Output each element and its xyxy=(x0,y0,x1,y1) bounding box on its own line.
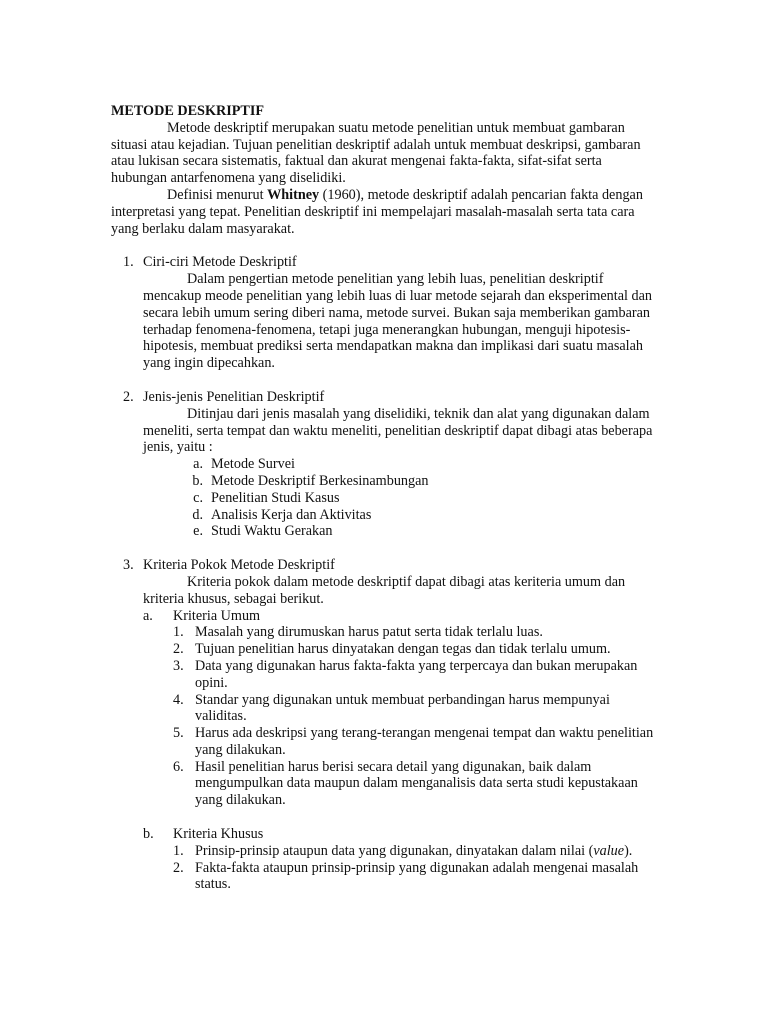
section-2-text: Ditinjau dari jenis masalah yang diselidiki, teknik dan alat yang digunakan dalam meneliti, serta tempat dan waktu meneliti, penelitian deskriptif dapat dibagi atas beberapa jenis, yaitu : xyxy=(143,405,653,456)
khusus-1-after: ). xyxy=(624,842,633,859)
section-3 xyxy=(111,557,656,893)
kriteria-umum xyxy=(143,608,656,810)
list-item-number: 1. xyxy=(173,842,184,859)
list-item xyxy=(143,490,656,507)
khusus-1-value-term: value xyxy=(593,842,625,859)
list-item-text: Harus ada deskripsi yang terang-terangan mengenai tempat dan waktu penelitian yang dilakukan. xyxy=(195,725,654,758)
list-item xyxy=(143,507,656,524)
list-item-text: Analisis Kerja dan Aktivitas xyxy=(211,506,372,523)
kriteria-umum-heading: Kriteria Umum xyxy=(173,607,261,624)
list-item-number: 2. xyxy=(173,641,184,658)
list-item xyxy=(173,624,656,641)
list-item-number: 3. xyxy=(173,657,184,674)
list-item-text: Fakta-fakta ataupun prinsip-prinsip yang digunakan adalah mengenai masalah status. xyxy=(195,859,639,893)
document-content xyxy=(111,103,656,893)
kriteria-khusus-label: b. xyxy=(143,826,154,843)
list-item-text: Data yang digunakan harus fakta-fakta yang terpercaya dan bukan merupakan opini. xyxy=(195,657,638,691)
list-item xyxy=(173,641,656,658)
intro-p2-after: (1960), metode deskriptif adalah pencarian fakta dengan interpretasi yang tepat. Penelitian deskriptif ini mempelajari masalah-masalah serta tata cara yang berlaku dalam masyarakat. xyxy=(111,186,643,237)
intro-paragraph-2 xyxy=(111,187,656,237)
list-item-text: Metode Deskriptif Berkesinambungan xyxy=(211,472,429,489)
jenis-list xyxy=(143,456,656,540)
section-3-body xyxy=(143,557,656,893)
page-title: METODE DESKRIPTIF xyxy=(111,103,265,119)
list-item-label: a. xyxy=(193,456,203,473)
kriteria-khusus-heading: Kriteria Khusus xyxy=(173,826,264,843)
section-1 xyxy=(111,254,656,372)
list-item xyxy=(173,843,656,860)
spacer xyxy=(143,809,656,826)
list-item-text: Metode Survei xyxy=(211,456,295,473)
section-1-number: 1. xyxy=(123,254,134,271)
list-item xyxy=(173,759,656,809)
list-item-text: Standar yang digunakan untuk membuat perbandingan harus mempunyai validitas. xyxy=(195,691,610,725)
list-item-number: 1. xyxy=(173,624,184,641)
section-2-heading: Jenis-jenis Penelitian Deskriptif xyxy=(143,388,325,405)
khusus-1-before: Prinsip-prinsip ataupun data yang digunakan, dinyatakan dalam nilai ( xyxy=(195,842,594,859)
list-item xyxy=(173,692,656,726)
list-item xyxy=(143,456,656,473)
list-item xyxy=(143,473,656,490)
list-item-label: e. xyxy=(193,523,203,540)
list-item-text: Penelitian Studi Kasus xyxy=(211,489,340,506)
section-1-body xyxy=(143,254,656,372)
list-item xyxy=(173,725,656,759)
section-3-heading: Kriteria Pokok Metode Deskriptif xyxy=(143,557,335,574)
list-item-number: 2. xyxy=(173,859,184,876)
list-item-label: b. xyxy=(192,472,203,489)
list-item-text: Tujuan penelitian harus dinyatakan dengan tegas dan tidak terlalu umum. xyxy=(195,641,611,658)
list-item-number: 6. xyxy=(173,758,184,775)
list-item-text: Masalah yang dirumuskan harus patut serta tidak terlalu luas. xyxy=(195,624,543,641)
whitney-name: Whitney xyxy=(267,186,320,203)
list-item-text: Studi Waktu Gerakan xyxy=(211,523,333,540)
section-2 xyxy=(111,389,656,540)
list-item xyxy=(173,658,656,692)
section-1-heading: Ciri-ciri Metode Deskriptif xyxy=(143,254,297,271)
list-item-label: d. xyxy=(192,506,203,523)
intro-paragraph-1: Metode deskriptif merupakan suatu metode penelitian untuk membuat gambaran situasi atau kejadian. Tujuan penelitian deskriptif adalah untuk membuat deskripsi, gambaran atau lukisan secara sistematis, faktual dan akurat mengenai fakta-fakta, sifat-sifat serta hubungan antarfenomena yang diselidiki. xyxy=(111,119,641,187)
kriteria-khusus xyxy=(143,826,656,893)
list-item-label: c. xyxy=(193,489,203,506)
list-item-text: Hasil penelitian harus berisi secara detail yang digunakan, baik dalam mengumpulkan data maupun dalam menganalisis data serta studi kepustakaan yang dilakukan. xyxy=(195,758,638,809)
kriteria-umum-body xyxy=(173,608,656,810)
section-3-text: Kriteria pokok dalam metode deskriptif dapat dibagi atas keriteria umum dan kriteria khusus, sebagai berikut. xyxy=(143,573,626,607)
intro-p2-before: Definisi menurut xyxy=(167,186,268,203)
list-item xyxy=(173,860,656,894)
list-item-number: 5. xyxy=(173,725,184,742)
list-item-number: 4. xyxy=(173,691,184,708)
kriteria-umum-label: a. xyxy=(143,607,153,624)
section-2-body xyxy=(143,389,656,540)
kriteria-khusus-body xyxy=(173,826,656,893)
section-2-number: 2. xyxy=(123,388,134,405)
section-3-number: 3. xyxy=(123,557,134,574)
list-item xyxy=(143,523,656,540)
section-1-text: Dalam pengertian metode penelitian yang lebih luas, penelitian deskriptif mencakup meode penelitian yang lebih luas di luar metode sejarah dan eksperimental dan secara lebih umum sering diberi nama, metode survei. Bukan saja memberikan gambaran terhadap fenomena-fenomena, tetapi juga menerangkan hubungan, menguji hipotesis-hipotesis, membuat prediksi serta mendapatkan makna dan implikasi dari suatu masalah yang ingin dipecahkan. xyxy=(143,271,652,372)
list-item-text xyxy=(195,843,656,860)
